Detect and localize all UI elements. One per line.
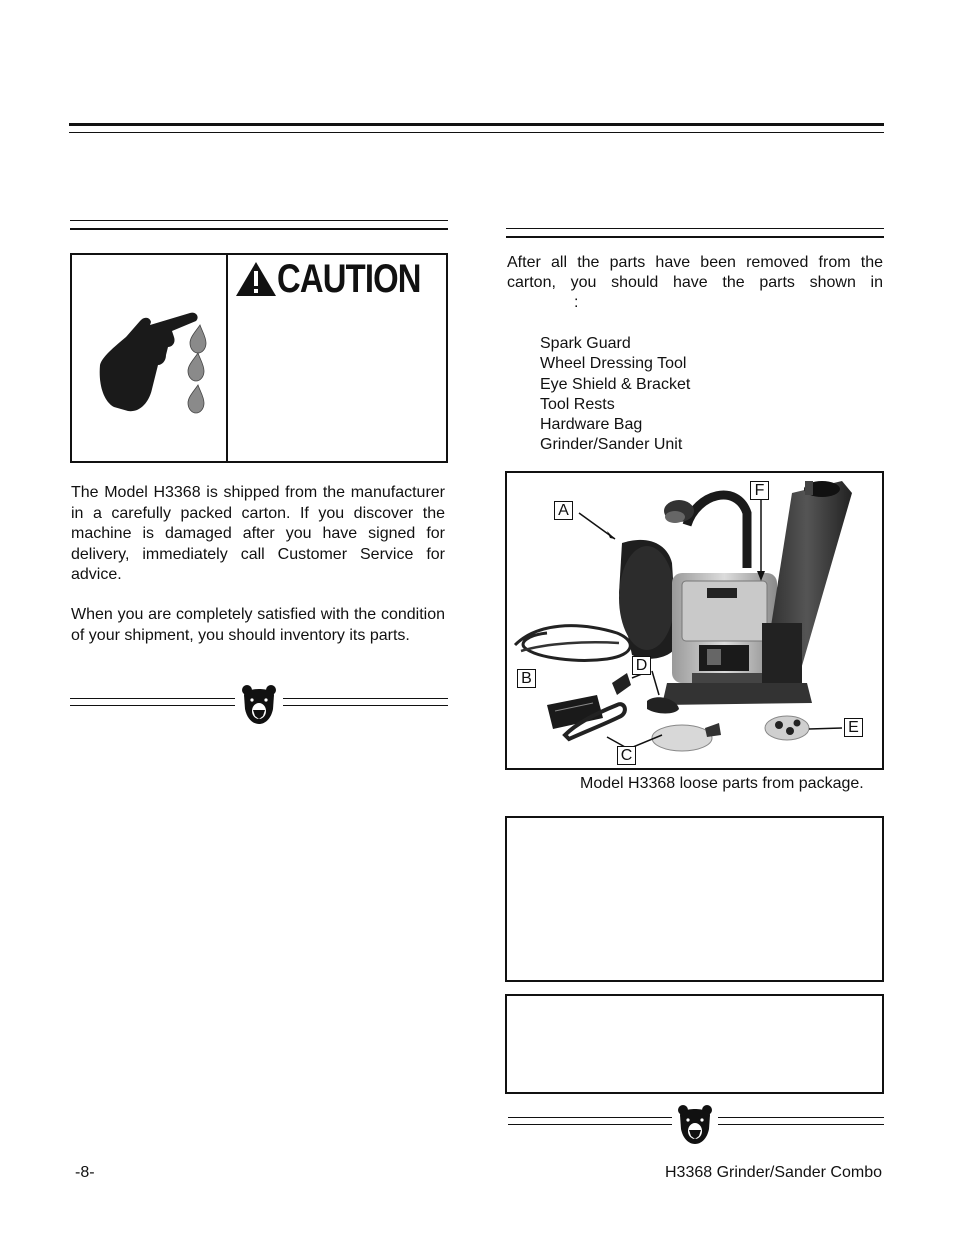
callout-d: D xyxy=(632,656,651,675)
bear-logo-icon xyxy=(677,1103,713,1145)
right-section-rule-thick xyxy=(506,236,884,238)
warning-triangle-icon xyxy=(235,261,277,297)
caution-box xyxy=(70,253,448,463)
callout-a: A xyxy=(554,501,573,520)
caution-label: CAUTION xyxy=(277,257,421,301)
intro-line-1: After all the parts have been removed from the xyxy=(507,254,883,271)
header-rule-thick xyxy=(69,123,884,126)
list-item: Spark Guard xyxy=(540,335,631,352)
notice-box-2 xyxy=(505,994,884,1094)
page-number: -8- xyxy=(75,1164,95,1181)
list-item: Grinder/Sander Unit xyxy=(540,436,683,454)
list-item: Wheel Dressing Tool xyxy=(540,355,687,373)
list-item: Tool Rests xyxy=(540,395,615,413)
list-item: Hardware Bag xyxy=(540,416,643,434)
intro-line-2: carton, you should have the parts shown in xyxy=(507,274,883,291)
callout-c: C xyxy=(617,746,636,765)
left-section-end-divider xyxy=(70,683,448,727)
notice-box-1 xyxy=(505,816,884,982)
shipping-paragraph: The Model H3368 is shipped from the manufacturer in a carefully packed carton. If you discover the machine is damaged after you have signed for delivery, immediately call Customer Service for advice. xyxy=(71,484,445,583)
footer-title: H3368 Grinder/Sander Combo xyxy=(664,1164,882,1181)
list-item: Eye Shield & Bracket xyxy=(540,375,691,393)
left-section-rule-thick xyxy=(70,228,448,230)
callout-f: F xyxy=(750,481,769,500)
intro-line-3: : xyxy=(574,294,579,311)
parts-list xyxy=(540,334,690,456)
bear-logo-icon xyxy=(241,683,277,725)
caution-divider xyxy=(226,255,228,461)
caution-header xyxy=(235,259,452,299)
parts-figure xyxy=(505,471,884,770)
right-section-rule-thin xyxy=(506,228,884,229)
inventory-paragraph: When you are completely satisfied with the condition of your shipment, you should inventory its parts. xyxy=(71,606,445,644)
left-section-rule-thin xyxy=(70,220,448,221)
header-rule-thin xyxy=(69,132,884,133)
right-section-end-divider xyxy=(508,1103,884,1147)
callout-b: B xyxy=(517,669,536,688)
callout-e: E xyxy=(844,718,863,737)
figure-caption: Model H3368 loose parts from package. xyxy=(580,775,864,792)
hand-with-drops-icon xyxy=(92,303,212,415)
